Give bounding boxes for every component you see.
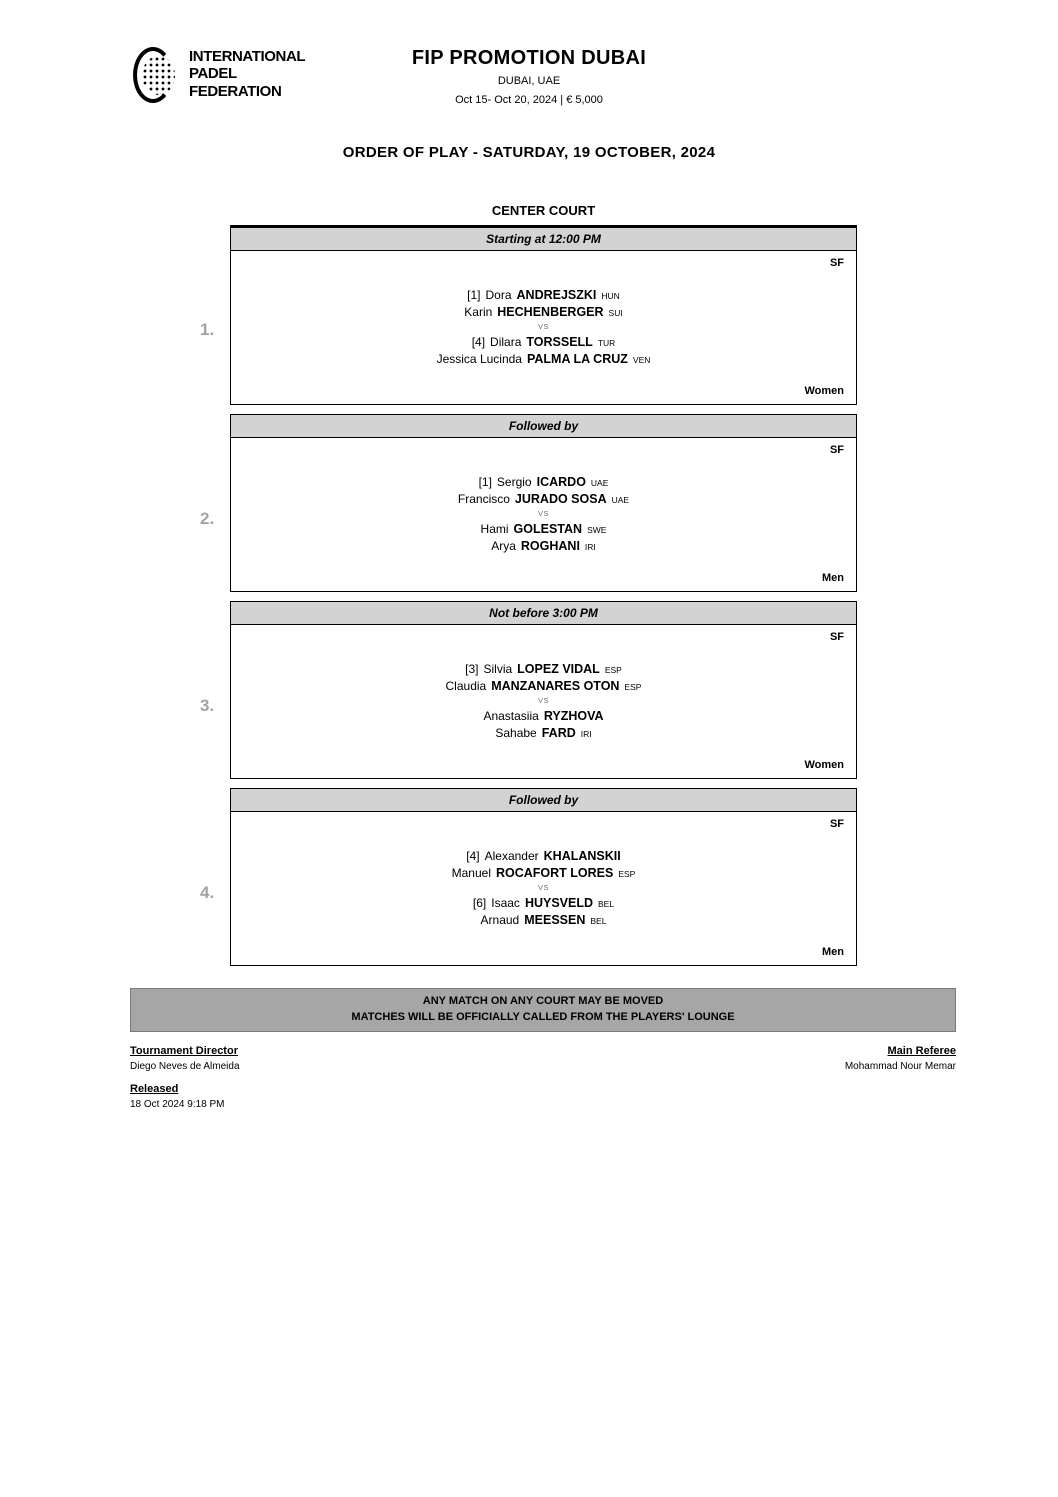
logo-line-3: FEDERATION xyxy=(189,82,282,100)
logo-dotted-ball xyxy=(142,56,175,95)
player-first-name: Hami xyxy=(480,521,509,536)
player-line xyxy=(458,492,629,506)
player-last-name: KHALANSKII xyxy=(543,849,621,864)
player-seed: [1] xyxy=(467,288,481,303)
player-last-name: ROCAFORT LORES xyxy=(495,866,614,881)
round-label: SF xyxy=(829,818,844,830)
fip-logo-icon xyxy=(131,45,183,107)
player-last-name: LOPEZ VIDAL xyxy=(517,662,600,677)
main-referee-name: Mohammad Nour Memar xyxy=(844,1060,956,1072)
player-first-name: Manuel xyxy=(451,866,491,881)
player-seed: [1] xyxy=(478,475,492,490)
player-last-name: MEESSEN xyxy=(524,912,586,927)
match-number: 3. xyxy=(200,696,215,715)
match-box xyxy=(230,812,857,966)
released-datetime: 18 Oct 2024 9:18 PM xyxy=(130,1098,225,1110)
court-area xyxy=(200,203,857,966)
player-line xyxy=(495,726,591,740)
player-line xyxy=(452,866,636,880)
fip-logo xyxy=(131,45,305,107)
player-first-name: Dilara xyxy=(490,334,522,349)
match-box xyxy=(230,438,857,592)
player-line xyxy=(467,288,620,302)
player-line xyxy=(483,709,603,723)
player-country: ESP xyxy=(618,869,636,880)
match-players xyxy=(231,456,856,572)
match-schedule-label: Starting at 12:00 PM xyxy=(486,232,601,246)
match-box xyxy=(230,625,857,779)
player-country: UAE xyxy=(611,495,630,506)
match-number: 1. xyxy=(200,320,215,339)
tournament-location: DUBAI, UAE xyxy=(497,75,561,87)
player-last-name: ANDREJSZKI xyxy=(516,288,597,303)
player-country: UAE xyxy=(590,478,609,489)
main-referee-label: Main Referee xyxy=(887,1044,956,1057)
tournament-dates-prize: Oct 15- Oct 20, 2024 | € 5,000 xyxy=(455,94,603,106)
player-first-name: Dora xyxy=(485,288,512,303)
player-country: SWE xyxy=(587,524,607,535)
player-line xyxy=(464,305,622,319)
matches-container xyxy=(200,225,857,966)
player-first-name: Claudia xyxy=(445,679,487,694)
footer-left xyxy=(130,1045,956,1110)
player-first-name: Jessica Lucinda xyxy=(436,351,522,366)
match-schedule-bar xyxy=(230,414,857,438)
round-label: SF xyxy=(829,444,844,456)
player-country: ESP xyxy=(624,682,642,693)
player-seed: [4] xyxy=(466,849,480,864)
player-seed: [4] xyxy=(471,334,486,349)
player-country: TUR xyxy=(597,337,616,348)
match-box xyxy=(230,251,857,405)
notice-line-2: MATCHES WILL BE OFFICIALLY CALLED FROM THE PLAYERS' LOUNGE xyxy=(351,1010,735,1023)
player-first-name: Anastasiia xyxy=(483,708,539,723)
match-number: 4. xyxy=(200,883,215,902)
player-last-name: RYZHOVA xyxy=(543,708,604,723)
match-group xyxy=(200,788,857,966)
player-country: IRI xyxy=(580,728,592,739)
match-schedule-bar xyxy=(230,788,857,812)
player-first-name: Sahabe xyxy=(495,725,537,740)
match-number: 2. xyxy=(200,509,215,528)
player-line xyxy=(491,539,596,553)
player-first-name: Arya xyxy=(491,538,516,553)
player-last-name: PALMA LA CRUZ xyxy=(526,351,628,366)
player-line xyxy=(465,662,622,676)
player-seed: [3] xyxy=(465,662,479,677)
match-schedule-label: Followed by xyxy=(508,793,579,807)
category-label: Women xyxy=(804,759,844,771)
player-last-name: ROGHANI xyxy=(520,538,580,553)
player-last-name: ICARDO xyxy=(536,475,586,490)
player-country: VEN xyxy=(632,354,651,365)
category-label: Men xyxy=(822,946,844,958)
player-country: BEL xyxy=(590,915,607,926)
round-label: SF xyxy=(829,257,844,269)
player-first-name: Arnaud xyxy=(480,912,520,927)
player-last-name: TORSSELL xyxy=(526,334,593,349)
vs-label: VS xyxy=(537,696,549,706)
player-first-name: Isaac xyxy=(491,895,520,910)
player-country: IRI xyxy=(584,541,596,552)
footer xyxy=(130,1045,956,1110)
vs-label: VS xyxy=(537,509,549,519)
player-last-name: HECHENBERGER xyxy=(497,305,604,320)
player-line xyxy=(481,522,607,536)
order-of-play-title: ORDER OF PLAY - SATURDAY, 19 OCTOBER, 2024 xyxy=(342,144,716,161)
player-line xyxy=(479,475,609,489)
match-schedule-label: Not before 3:00 PM xyxy=(489,606,598,620)
player-country: BEL xyxy=(598,898,615,909)
category-label: Men xyxy=(822,572,844,584)
match-players xyxy=(231,643,856,759)
player-line xyxy=(437,352,651,366)
player-line xyxy=(481,913,607,927)
footer-right xyxy=(845,1045,956,1072)
player-first-name: Francisco xyxy=(457,492,510,507)
vs-label: VS xyxy=(537,883,549,893)
player-line xyxy=(446,679,642,693)
fip-logo-text xyxy=(189,48,305,100)
released-label: Released xyxy=(130,1082,179,1095)
match-schedule-label: Followed by xyxy=(508,419,579,433)
tournament-director-label: Tournament Director xyxy=(130,1044,238,1057)
player-first-name: Alexander xyxy=(484,849,539,864)
category-label: Women xyxy=(804,385,844,397)
player-country: SUI xyxy=(608,308,623,319)
player-first-name: Sergio xyxy=(496,475,532,490)
player-country: HUN xyxy=(601,291,620,302)
match-group xyxy=(200,225,857,405)
notice-bar xyxy=(130,988,956,1032)
match-group xyxy=(200,414,857,592)
player-line xyxy=(473,896,614,910)
round-label: SF xyxy=(829,631,844,643)
match-group xyxy=(200,601,857,779)
player-last-name: FARD xyxy=(541,725,576,740)
player-last-name: JURADO SOSA xyxy=(514,492,607,507)
match-players xyxy=(231,830,856,946)
player-country: ESP xyxy=(604,665,622,676)
vs-label: VS xyxy=(537,322,549,332)
tournament-director-name: Diego Neves de Almeida xyxy=(130,1060,240,1072)
player-last-name: HUYSVELD xyxy=(524,895,594,910)
notice-line-1: ANY MATCH ON ANY COURT MAY BE MOVED xyxy=(422,995,664,1007)
player-first-name: Karin xyxy=(464,305,493,320)
match-players xyxy=(231,269,856,385)
player-last-name: GOLESTAN xyxy=(513,521,583,536)
match-schedule-bar xyxy=(230,225,857,251)
player-last-name: MANZANARES OTON xyxy=(491,679,620,694)
match-schedule-bar xyxy=(230,601,857,625)
tournament-title: FIP PROMOTION DUBAI xyxy=(411,47,647,69)
player-first-name: Silvia xyxy=(483,662,513,677)
logo-line-1: INTERNATIONAL xyxy=(189,48,306,65)
player-line xyxy=(466,849,620,863)
player-line xyxy=(472,335,616,349)
court-title: CENTER COURT xyxy=(491,203,596,218)
player-seed: [6] xyxy=(472,895,487,910)
logo-line-2: PADEL xyxy=(189,65,237,83)
